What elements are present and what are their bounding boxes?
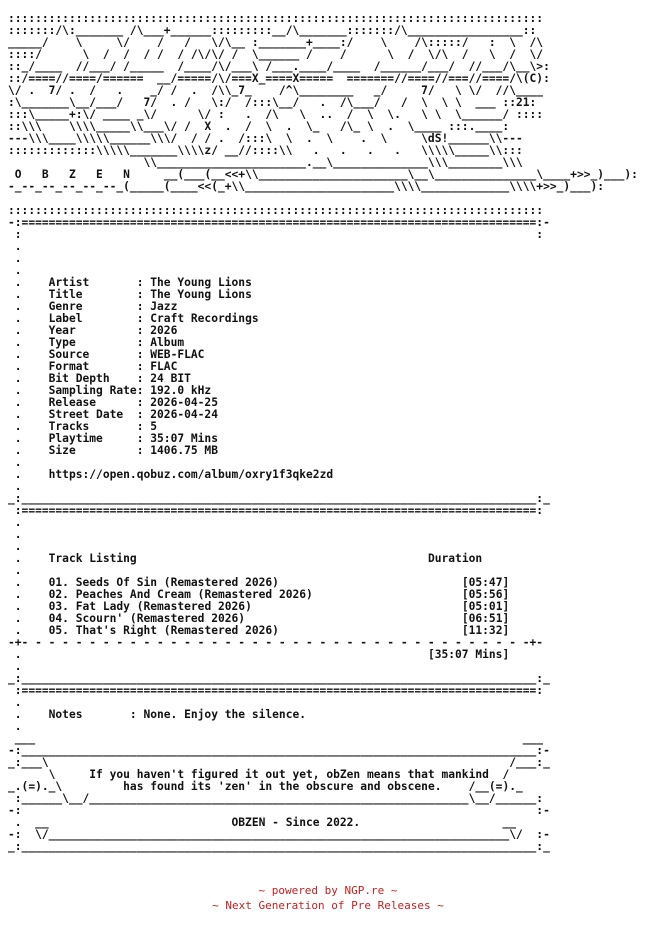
track-title: That's Right (Remastered 2026) xyxy=(75,624,279,637)
field-label-format: Format xyxy=(48,360,137,373)
field-value-playtime: 35:07 Mins xyxy=(150,432,218,445)
field-value-genre: Jazz xyxy=(150,300,178,313)
track-number: 03. xyxy=(48,600,69,613)
field-label-release: Release xyxy=(48,396,137,409)
field-value-bit-depth: 24 BIT xyxy=(150,372,191,385)
track-title: Fat Lady (Remastered 2026) xyxy=(75,600,252,613)
field-label-street-date: Street Date xyxy=(48,408,137,421)
nfo-art: ::::::::::::::::::::::::::::::::::::::::::::::::::::::::::::::::::::::::::::::: :::::::/\:_______ /\___+______:::::::::__/\_______:::::::/\_________________:: _____/ \ \/ / / \/\__ :_______+____:/ \ /\:::::/ : \ /\ ::::/ \ / / / / / /\/\/ / \______ / / \ / \/\ / \ / \/ ::_/____ //___/ /_____ /____/\/___\ /___.____/____ /______/___/ //___/\__\>: ::/====//====/====== __/=====/\/===X_====X===== =======//====//===//====/\(C): \/ . 7/ . / . _/ / . /\\_7_ /^\________ _/ 7/ \ \/ //\____ :\_______\__/___/ 7/ . / \:/ /:::\__/ . /\___/ / \ \ \ ___ ::21: :::\_____+:\/ ____ _\/ \/ : . /\ \ .. / \ \. \ \ \______/ :::: ::\\\ \\\\_____\\___\/ / X . / \ . \_ /\_ \ . \____ :::.____: ---\\\____\\\\\______\\\/ / / . /:::\ \ . \ . \ \dS!______\\--- :::::::::::::\\\\\_______\\\\z/ __//::::\\ . . . . \\\\\_____\\::: \\______________________.__\______________\\\________\\\ O B Z E N __(___(__<<+\\______________________\__\_______________\____+>>_)___): -_--_--_--_--_--_(_____(____<<(_+\\______________________\\\\_____________\\\\+>>_)___): ::::::::::::::::::::::::::::::::::::::::::::::::::::::::::::::::::::::::::::::: -:============================================================================:- : : . . . . Artist : The Young Lions . Title : The Young Lions . Genre : Jazz . Label : Craft Recordings . Year : 2026 . Type : Album . Source : WEB-FLAC . Format : FLAC . Bit Depth : 24 BIT . Sampling Rate: 192.0 kHz . Release : 2026-04-25 . Street Date : 2026-04-24 . Tracks : 5 . Playtime : 35:07 Mins . Size : 1406.75 MB . . https://open.qobuz.com/album/oxry1f3qke2zd . _:____________________________________________________________________________:_ :============================================================================: . . . . Track Listing Duration . . 01. Seeds Of Sin (Remastered 2026) [05:47] . 02. Peaches And Cream (Remastered 2026) [05:56] . 03. Fat Lady (Remastered 2026) [05:01] . 04. Scourn' (Remastered 2026) [06:51] . 05. That's Right (Remastered 2026) [11:32] -+- - - - - - - - - - - - - - - - - - - - - - - - - - - - - - - - - - - - - -+- . [35:07 Mins] . _:____________________________________________________________________________:_ :============================================================================: . . Notes : None. Enjoy the silence. . ___ ___ -:____________________________________________________________________________:- _:___\ /___:_ \ If you haven't figured it out yet, obZen means that mankind / _.(=)._\ has found its 'zen' in the obscure and obscene. /__(=)._ :______\__/________________________________________________________\__/______: -: :- . __ OBZEN - Since 2022. __ -: \/____________________________________________________________________\/ :- _:____________________________________________________________________________:_ xyxy=(8,12,638,853)
field-value-title: The Young Lions xyxy=(150,288,252,301)
field-value-year: 2026 xyxy=(150,324,178,337)
footer-powered-by: ~ powered by NGP.re ~ xyxy=(258,884,398,897)
field-value-artist: The Young Lions xyxy=(150,276,252,289)
track-duration: [06:51] xyxy=(461,612,510,625)
field-label-bit-depth: Bit Depth xyxy=(48,372,137,385)
field-value-sampling-rate: 192.0 kHz xyxy=(150,384,212,397)
track-number: 01. xyxy=(48,576,69,589)
field-value-type: Album xyxy=(150,336,185,349)
track-title: Seeds Of Sin (Remastered 2026) xyxy=(75,576,279,589)
track-listing-heading: Track Listing xyxy=(48,552,137,565)
field-value-format: FLAC xyxy=(150,360,178,373)
slogan-line-1: If you haven't figured it out yet, obZen means that mankind xyxy=(89,768,489,781)
notes-label: Notes xyxy=(48,708,130,721)
notes-text: : None. Enjoy the silence. xyxy=(129,708,307,721)
duration-heading: Duration xyxy=(427,552,483,565)
field-label-size: Size xyxy=(48,444,137,457)
track-duration: [05:56] xyxy=(461,588,510,601)
field-label-label: Label xyxy=(48,312,137,325)
field-label-tracks: Tracks xyxy=(48,420,137,433)
track-title: Peaches And Cream (Remastered 2026) xyxy=(75,588,313,601)
release-url: https://open.qobuz.com/album/oxry1f3qke2zd xyxy=(48,468,334,481)
field-value-label: Craft Recordings xyxy=(150,312,259,325)
field-value-release: 2026-04-25 xyxy=(150,396,218,409)
track-duration: [05:01] xyxy=(461,600,510,613)
slogan-line-2: has found its 'zen' in the obscure and obscene. xyxy=(123,780,442,793)
field-value-size: 1406.75 MB xyxy=(150,444,218,457)
track-number: 05. xyxy=(48,624,69,637)
field-label-sampling-rate: Sampling Rate xyxy=(48,384,137,397)
field-label-year: Year xyxy=(48,324,137,337)
banner-logo-letters: O B Z E N xyxy=(14,168,130,181)
track-number: 04. xyxy=(48,612,69,625)
field-label-genre: Genre xyxy=(48,300,137,313)
total-playtime: [35:07 Mins] xyxy=(427,648,510,661)
track-number: 02. xyxy=(48,588,69,601)
field-label-artist: Artist xyxy=(48,276,137,289)
field-value-street-date: 2026-04-24 xyxy=(150,408,218,421)
footer-tagline: ~ Next Generation of Pre Releases ~ xyxy=(212,899,444,912)
field-label-source: Source xyxy=(48,348,137,361)
field-value-tracks: 5 xyxy=(150,420,158,433)
field-value-source: WEB-FLAC xyxy=(150,348,205,361)
field-label-playtime: Playtime xyxy=(48,432,137,445)
track-title: Scourn' (Remastered 2026) xyxy=(75,612,246,625)
field-label-title: Title xyxy=(48,288,137,301)
track-duration: [05:47] xyxy=(461,576,510,589)
track-duration: [11:32] xyxy=(461,624,510,637)
field-label-type: Type xyxy=(48,336,137,349)
footer-brand: OBZEN - Since 2022. xyxy=(231,816,361,829)
